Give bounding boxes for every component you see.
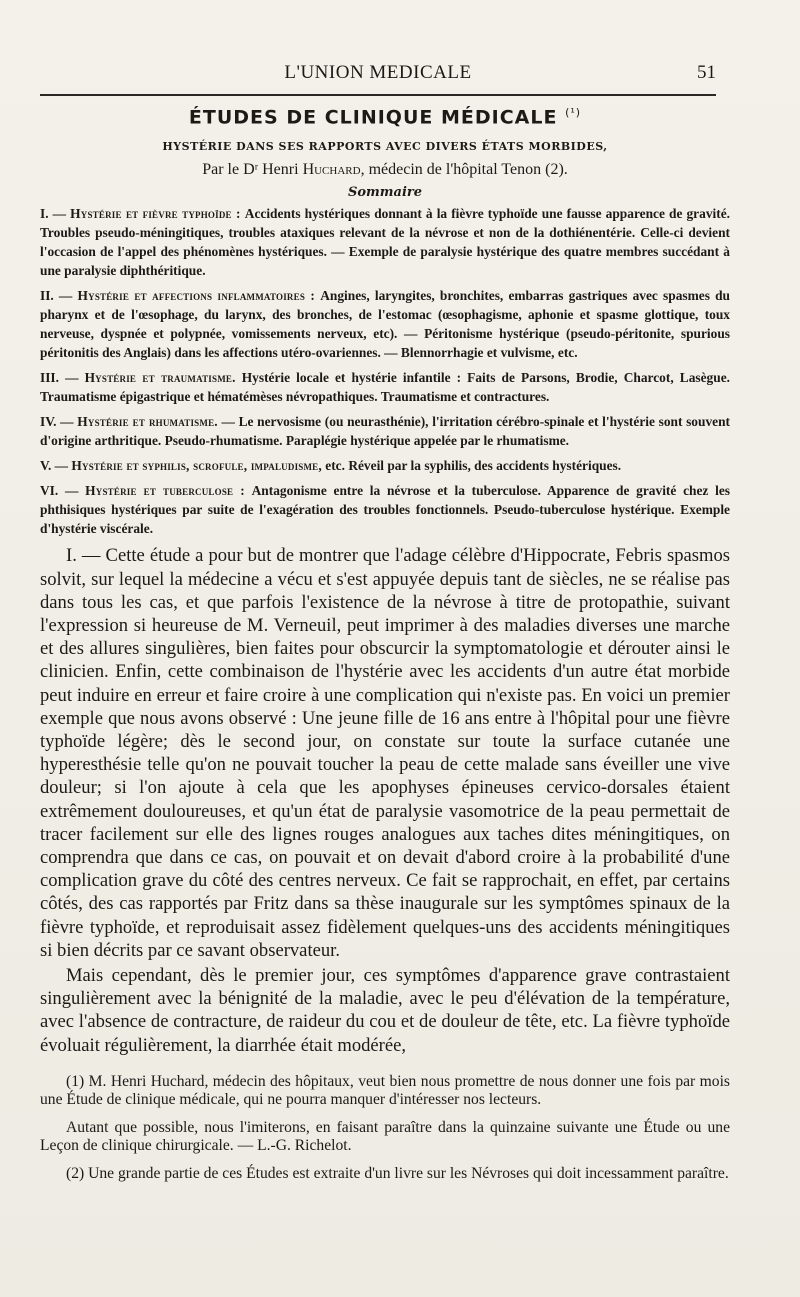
summary-lead: Hystérie et affections inflammatoires : xyxy=(77,288,316,304)
summary-lead: Hystérie et fièvre typhoïde : xyxy=(70,206,241,222)
summary-item xyxy=(40,204,730,280)
summary-text: — Le nervosisme (ou neurasthénie), l'irritation cérébro-spinale et l'hystérie sont souvent d'origine arthritique. Pseudo-rhumatisme. Paraplégie hystérique appelée par le rhumatisme. xyxy=(40,414,730,449)
page-number: 51 xyxy=(697,62,716,83)
byline xyxy=(40,161,730,179)
running-title: L'UNION MEDICALE xyxy=(284,62,472,83)
summary-number: V. — xyxy=(40,458,69,474)
summary-number: III. — xyxy=(40,370,79,386)
summary-number: IV. — xyxy=(40,414,74,430)
summary-text: Accidents hystériques donnant à la fièvre typhoïde une fausse apparence de gravité. Troubles pseudo-méningitiques, troubles ataxiques relevant de la névrose et non de la dothiénentérie. Celle-ci devient l'occasion de l'appel des phénomènes hystériques. — Exemple de paralysie hystérique des quatre membres succédant à une paralysie diphthéritique. xyxy=(40,206,730,279)
summary-text: Angines, laryngites, bronchites, embarras gastriques avec spasmes du pharynx et de l'œsophage, du larynx, des bronches, de l'estomac (œsophagisme, aphonie et spasme glottique, toux nerveuse, dyspnée et polypnée, vomissements nerveux, etc). — Péritonisme hystérique (pseudo-péritonite, spurious péritonitis des Anglais) dans les affections utéro-ovariennes. — Blennorrhagie et vulvisme, etc. xyxy=(40,288,730,361)
summary-lead: Hystérie et traumatisme. xyxy=(84,370,236,386)
body-paragraph: I. — Cette étude a pour but de montrer que l'adage célèbre d'Hippocrate, Febris spasmos solvit, sur lequel la médecine a vécu et s'est appuyée depuis tant de siècles, ne se réalise pas dans tous les cas, et que parfois l'existence de la névrose à titre de protopathie, suivant l'expression si heureuse de M. Verneuil, peut imprimer à des maladies diverses une marche et des allures singulières, bien faites pour obscurcir la symptomatologie et dérouter ainsi le clinicien. Enfin, cette combinaison de l'hystérie avec les accidents d'un autre état morbide peut induire en erreur et faire croire à une complication qui n'existe pas. En voici un premier exemple que nous avons observé : Une jeune fille de 16 ans entre à l'hôpital pour une fièvre typhoïde légère; dès le second jour, on constate sur toute la surface cutanée une hyperesthésie telle qu'on ne pouvait toucher la peau de cette malade sans éveiller une vive douleur; si l'on ajoute à cela que les apophyses épineuses cervico-dorsales étaient extrêmement douloureuses, et qu'un état de paralysie vasomotrice de la peau permettait de tracer facilement sur elle des lignes rouges analogues aux taches dites méningitiques, on comprendra que dans ce cas, on pouvait et on devait d'abord croire à la probabilité d'une complication grave du côté des centres nerveux. Ce fait se rapprochait, en effet, par certains côtés, des cas rapportés par Fritz dans sa thèse inaugurale sur les symptômes spinaux de la fièvre typhoïde, et reproduisait assez fidèlement quelques-uns des accidents méningitiques si bien décrits par ce savant observateur. xyxy=(40,545,730,961)
summary-text: Antagonisme entre la névrose et la tuberculose. Apparence de gravité chez les phthisiques hystériques par suite de l'exagération des troubles fonctionnels. Pseudo-tuberculose hystérique. Exemple d'hystérie viscérale. xyxy=(40,483,730,537)
summary-item xyxy=(40,368,730,406)
summary-item xyxy=(40,456,730,475)
footnote: (1) M. Henri Huchard, médecin des hôpitaux, veut bien nous promettre de nous donner une fois par mois une Étude de clinique médicale, qui ne pourra manquer d'intéresser nos lecteurs. xyxy=(40,1072,730,1108)
summary-text: Hystérie locale et hystérie infantile : Faits de Parsons, Brodie, Charcot, Lasègue. Traumatisme épigastrique et hématémèses névropathiques. Traumatisme et contractures. xyxy=(40,370,730,405)
running-head xyxy=(40,56,716,88)
article xyxy=(40,100,730,1193)
sommaire-heading: Sommaire xyxy=(347,185,423,201)
byline-prefix: Par le Dʳ Henri xyxy=(202,161,299,179)
footnote: (2) Une grande partie de ces Études est extraite d'un livre sur les Névroses qui doit incessamment paraître. xyxy=(66,1164,729,1182)
footnotes xyxy=(40,1073,730,1183)
byline-author: Huchard xyxy=(302,161,361,179)
summary-item xyxy=(40,481,730,538)
article-title xyxy=(40,106,730,128)
summary-lead: Hystérie et rhumatisme. xyxy=(77,414,218,430)
summary-item xyxy=(40,412,730,450)
summary-number: I. — xyxy=(40,206,67,222)
footnote: Autant que possible, nous l'imiterons, en faisant paraître dans la quinzaine suivante une Étude ou une Leçon de clinique chirurgicale. — L.-G. Richelot. xyxy=(40,1118,730,1154)
summary-item xyxy=(40,286,730,362)
byline-suffix: , médecin de l'hôpital Tenon (2). xyxy=(360,161,568,179)
summary-number: VI. — xyxy=(40,483,79,499)
summary-text: etc. Réveil par la syphilis, des accidents hystériques. xyxy=(325,458,622,474)
article-title-text: ÉTUDES DE CLINIQUE MÉDICALE xyxy=(188,106,558,129)
body-paragraph: Mais cependant, dès le premier jour, ces symptômes d'apparence grave contrastaient singulièrement avec la bénignité de la maladie, avec le peu d'élévation de la température, avec l'absence de contracture, de raideur du cou et de douleur de tête, etc. La fièvre typhoïde évoluait régulièrement, la diarrhée était modérée, xyxy=(40,964,730,1056)
header-rule xyxy=(40,94,716,96)
summary-number: II. — xyxy=(40,288,73,304)
article-title-note: (¹) xyxy=(565,106,582,119)
summary-lead: Hystérie et syphilis, scrofule, impaludisme, xyxy=(71,458,322,474)
article-subtitle: HYSTÉRIE DANS SES RAPPORTS AVEC DIVERS ÉTATS MORBIDES, xyxy=(162,140,608,154)
summary-lead: Hystérie et tuberculose : xyxy=(85,483,245,499)
summary-list xyxy=(40,204,730,538)
